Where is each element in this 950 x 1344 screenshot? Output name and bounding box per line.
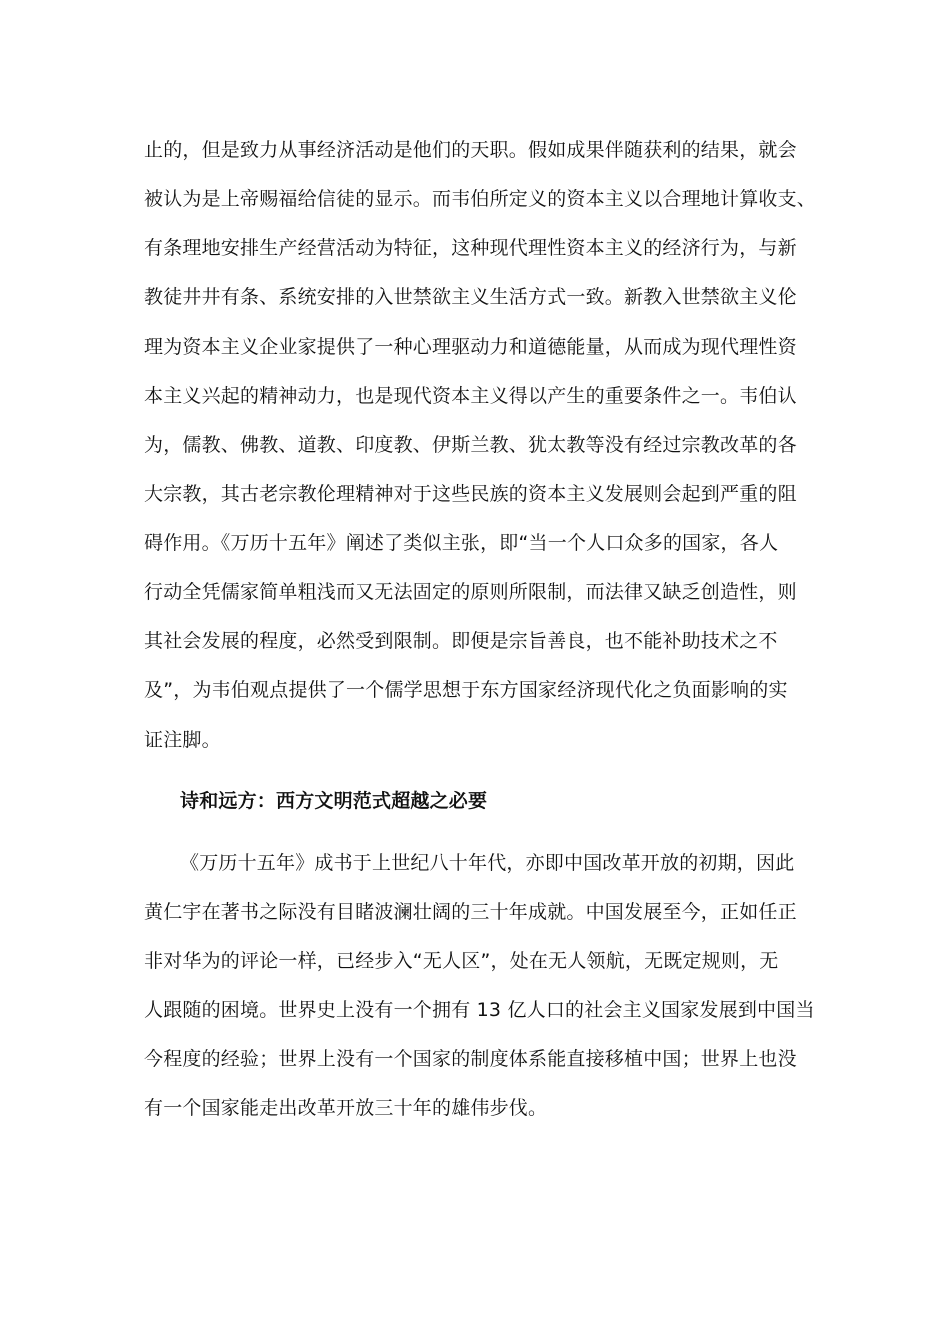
paragraph-line: 止的，但是致力从事经济活动是他们的天职。假如成果伴随获利的结果，就会 [144, 139, 797, 161]
paragraph-line: 理为资本主义企业家提供了一种心理驱动力和道德能量，从而成为现代理性资 [144, 336, 797, 358]
paragraph-line: 有一个国家能走出改革开放三十年的雄伟步伐。 [144, 1097, 548, 1119]
paragraph-line: 为，儒教、佛教、道教、印度教、伊斯兰教、犹太教等没有经过宗教改革的各 [144, 434, 797, 456]
paragraph-line: 非对华为的评论一样，已经步入“无人区”，处在无人领航，无既定规则，无 [144, 950, 779, 972]
section-heading: 诗和远方：西方文明范式超越之必要 [180, 790, 488, 812]
paragraph-line: 人跟随的困境。世界史上没有一个拥有 13 亿人口的社会主义国家发展到中国当 [144, 999, 815, 1021]
paragraph-line: 其社会发展的程度，必然受到限制。即便是宗旨善良，也不能补助技术之不 [144, 630, 778, 652]
paragraph-line: 及”，为韦伯观点提供了一个儒学思想于东方国家经济现代化之负面影响的实 [144, 679, 788, 701]
paragraph-line: 有条理地安排生产经营活动为特征，这种现代理性资本主义的经济行为，与新 [144, 237, 797, 259]
paragraph-line: 证注脚。 [144, 729, 221, 751]
paragraph-line: 今程度的经验；世界上没有一个国家的制度体系能直接移植中国；世界上也没 [144, 1048, 797, 1070]
paragraph-line: 黄仁宇在著书之际没有目睹波澜壮阔的三十年成就。中国发展至今，正如任正 [144, 901, 797, 923]
paragraph-line: 被认为是上帝赐福给信徒的显示。而韦伯所定义的资本主义以合理地计算收支、 [144, 188, 817, 210]
paragraph-line: 《万历十五年》成书于上世纪八十年代，亦即中国改革开放的初期，因此 [180, 852, 795, 874]
paragraph-line: 大宗教，其古老宗教伦理精神对于这些民族的资本主义发展则会起到严重的阻 [144, 483, 797, 505]
paragraph-line: 教徒井井有条、系统安排的入世禁欲主义生活方式一致。新教入世禁欲主义伦 [144, 286, 797, 308]
paragraph-line: 本主义兴起的精神动力，也是现代资本主义得以产生的重要条件之一。韦伯认 [144, 385, 797, 407]
paragraph-line: 行动全凭儒家简单粗浅而又无法固定的原则所限制，而法律又缺乏创造性，则 [144, 581, 797, 603]
paragraph-line: 碍作用。《万历十五年》阐述了类似主张，即“当一个人口众多的国家，各人 [144, 532, 779, 554]
